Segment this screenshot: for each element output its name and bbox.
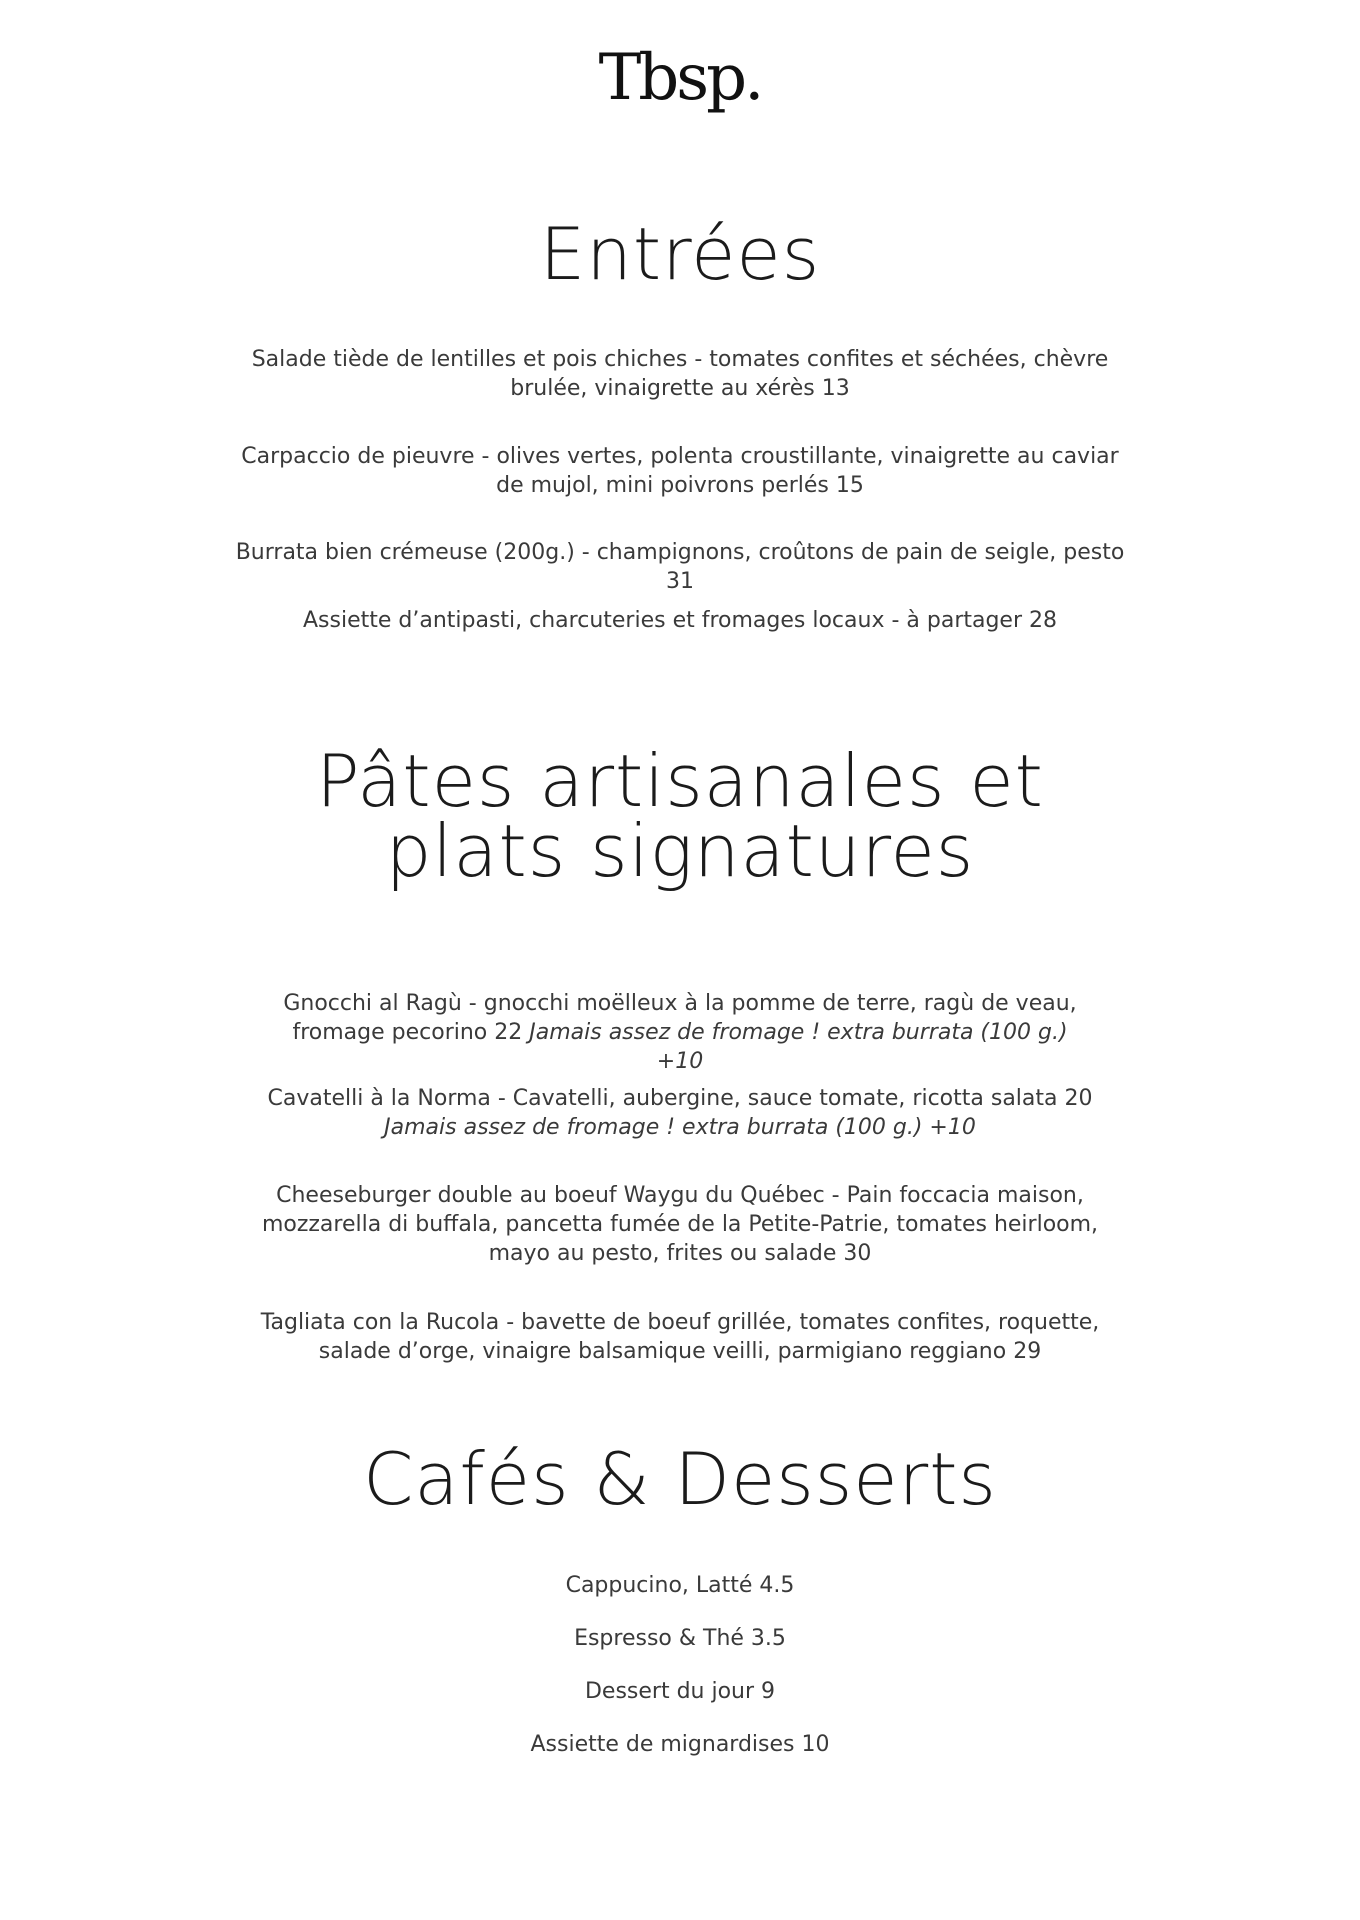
- section-title-entrees: Entrées: [539, 212, 821, 296]
- restaurant-logo: Tbsp.: [598, 41, 762, 115]
- menu-item-entree-1: Salade tiède de lentilles et pois chiches - tomates confites et séchées, chèvre brulée, vinaigrette au xérès 13: [251, 347, 1109, 401]
- menu-item-entree-3: Burrata bien crémeuse (200g.) - champignons, croûtons de pain de seigle, pesto 31: [235, 540, 1125, 594]
- menu-item-cafe-2: Espresso & Thé 3.5: [574, 1626, 786, 1651]
- menu-item-pates-2-note: Jamais assez de fromage ! extra burrata (100 g.) +10: [384, 1115, 976, 1140]
- section-title-pates-line2: plats signatures: [385, 809, 975, 893]
- menu-item-pates-2-text: Cavatelli à la Norma - Cavatelli, aubergine, sauce tomate, ricotta salata 20: [267, 1086, 1093, 1111]
- menu-item-pates-3: Cheeseburger double au boeuf Waygu du Québec - Pain foccacia maison, mozzarella di buffala, pancetta fumée de la Petite-Patrie, tomates heirloom, mayo au pesto, frites ou salade 30: [261, 1183, 1099, 1266]
- menu-item-pates-2: [230, 1084, 1130, 1142]
- menu-item-pates-4: Tagliata con la Rucola - bavette de boeuf grillée, tomates confites, roquette, salade d’orge, vinaigre balsamique veilli, parmigiano reggiano 29: [260, 1310, 1100, 1364]
- menu-item-cafe-4: Assiette de mignardises 10: [530, 1732, 830, 1757]
- menu-item-entree-4: Assiette d’antipasti, charcuteries et fromages locaux - à partager 28: [302, 608, 1057, 633]
- menu-item-pates-1-note: Jamais assez de fromage ! extra burrata (100 g.) +10: [529, 1020, 1068, 1074]
- menu-item-pates-1-text: Gnocchi al Ragù - gnocchi moëlleux à la pomme de terre, ragù de veau, fromage pecorino 22: [283, 991, 1077, 1045]
- section-title-cafes: Cafés & Desserts: [363, 1437, 997, 1521]
- section-title-pates-line1: Pâtes artisanales et: [316, 739, 1044, 823]
- menu-item-entree-2: Carpaccio de pieuvre - olives vertes, polenta croustillante, vinaigrette au caviar de mujol, mini poivrons perlés 15: [241, 444, 1119, 498]
- menu-item-pates-1: [280, 989, 1080, 1076]
- menu-item-cafe-3: Dessert du jour 9: [584, 1679, 776, 1704]
- menu-item-cafe-1: Cappucino, Latté 4.5: [565, 1573, 795, 1598]
